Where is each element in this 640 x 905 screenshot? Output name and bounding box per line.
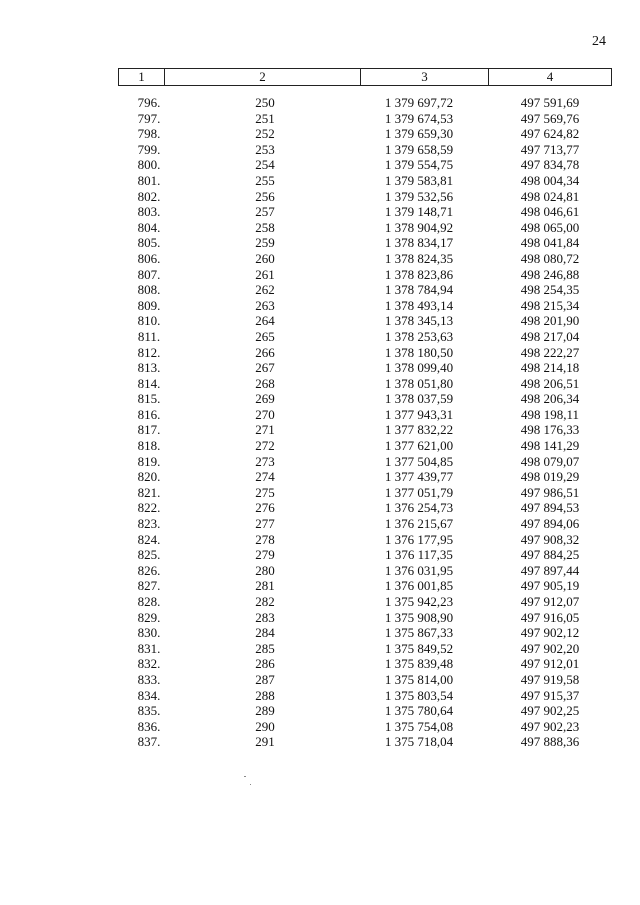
y-coordinate: 497 902,25 <box>520 703 580 719</box>
table-row <box>118 345 612 361</box>
row-number: 831. <box>137 640 161 656</box>
row-number: 798. <box>137 126 161 142</box>
x-coordinate: 1 376 031,95 <box>384 562 454 578</box>
point-number: 258 <box>255 219 275 235</box>
table-row <box>118 313 612 329</box>
table-row <box>118 594 612 610</box>
table-row <box>118 376 612 392</box>
y-coordinate: 497 902,23 <box>520 718 580 734</box>
row-number: 815. <box>137 391 161 407</box>
table-row <box>118 235 612 251</box>
table-row <box>118 204 612 220</box>
scan-speck <box>250 784 251 785</box>
x-coordinate: 1 378 051,80 <box>384 375 454 391</box>
y-coordinate: 497 919,58 <box>520 671 580 687</box>
y-coordinate: 497 916,05 <box>520 609 580 625</box>
table-row <box>118 532 612 548</box>
point-number: 282 <box>255 594 275 609</box>
x-coordinate: 1 375 780,64 <box>384 703 454 719</box>
point-number: 287 <box>255 671 275 687</box>
table-row <box>118 454 612 470</box>
x-coordinate: 1 378 904,92 <box>384 219 454 235</box>
y-coordinate: 498 198,11 <box>520 406 580 422</box>
x-coordinate: 1 375 867,33 <box>384 625 454 641</box>
x-coordinate: 1 379 554,75 <box>384 157 454 173</box>
table-row <box>118 157 612 173</box>
table-row <box>118 656 612 672</box>
point-number: 255 <box>255 172 275 188</box>
table-row <box>118 251 612 267</box>
y-coordinate: 498 024,81 <box>520 188 580 204</box>
y-coordinate: 497 591,69 <box>520 95 580 110</box>
row-number: 801. <box>137 172 161 188</box>
y-coordinate: 497 912,01 <box>520 656 580 672</box>
row-number: 796. <box>137 95 161 110</box>
x-coordinate: 1 376 254,73 <box>384 500 454 516</box>
point-number: 259 <box>255 235 275 251</box>
point-number: 278 <box>255 531 275 547</box>
y-coordinate: 497 902,20 <box>520 640 580 656</box>
row-number: 811. <box>137 328 161 344</box>
row-number: 816. <box>137 406 161 422</box>
point-number: 254 <box>255 157 275 173</box>
row-number: 826. <box>137 562 161 578</box>
point-number: 263 <box>255 297 275 313</box>
y-coordinate: 497 897,44 <box>520 562 580 578</box>
point-number: 283 <box>255 609 275 625</box>
x-coordinate: 1 379 659,30 <box>384 126 454 142</box>
y-coordinate: 497 569,76 <box>520 110 580 126</box>
row-number: 807. <box>137 266 161 282</box>
row-number: 837. <box>137 734 161 750</box>
row-number: 834. <box>137 687 161 703</box>
table-row <box>118 173 612 189</box>
table-row <box>118 298 612 314</box>
row-number: 828. <box>137 594 161 609</box>
y-coordinate: 497 624,82 <box>520 126 580 142</box>
x-coordinate: 1 377 621,00 <box>384 438 454 454</box>
table-row <box>118 360 612 376</box>
y-coordinate: 497 884,25 <box>520 547 580 563</box>
row-number: 800. <box>137 157 161 173</box>
x-coordinate: 1 375 718,04 <box>384 734 454 750</box>
x-coordinate: 1 375 814,00 <box>384 671 454 687</box>
x-coordinate: 1 377 504,85 <box>384 453 454 469</box>
row-number: 813. <box>137 360 161 376</box>
x-coordinate: 1 379 658,59 <box>384 141 454 157</box>
table-row <box>118 547 612 563</box>
table-row <box>118 267 612 283</box>
row-number: 821. <box>137 484 161 500</box>
x-coordinate: 1 378 834,17 <box>384 235 454 251</box>
table-row <box>118 500 612 516</box>
point-number: 269 <box>255 391 275 407</box>
table-row <box>118 95 612 111</box>
point-number: 250 <box>255 95 275 110</box>
y-coordinate: 497 908,32 <box>520 531 580 547</box>
x-coordinate: 1 376 117,35 <box>385 547 453 563</box>
row-number: 825. <box>137 547 161 563</box>
x-coordinate: 1 375 839,48 <box>384 656 454 672</box>
x-coordinate: 1 378 784,94 <box>384 282 454 298</box>
column-header-1: 1 <box>138 69 145 84</box>
x-coordinate: 1 375 908,90 <box>384 609 454 625</box>
y-coordinate: 498 065,00 <box>520 219 580 235</box>
table-row <box>118 641 612 657</box>
y-coordinate: 497 902,12 <box>520 625 580 641</box>
point-number: 264 <box>255 313 275 329</box>
x-coordinate: 1 378 345,13 <box>384 313 454 329</box>
y-coordinate: 498 246,88 <box>520 266 580 282</box>
x-coordinate: 1 377 832,22 <box>384 422 454 438</box>
x-coordinate: 1 375 849,52 <box>384 640 454 656</box>
y-coordinate: 498 004,34 <box>520 172 580 188</box>
table-row <box>118 220 612 236</box>
y-coordinate: 498 141,29 <box>520 438 580 454</box>
coordinate-table-body <box>118 95 612 750</box>
x-coordinate: 1 379 532,56 <box>384 188 454 204</box>
y-coordinate: 498 176,33 <box>520 422 580 438</box>
point-number: 267 <box>255 360 275 376</box>
x-coordinate: 1 378 099,40 <box>384 360 454 376</box>
row-number: 824. <box>137 531 161 547</box>
x-coordinate: 1 375 754,08 <box>384 718 454 734</box>
table-row <box>118 126 612 142</box>
point-number: 290 <box>255 718 275 734</box>
x-coordinate: 1 379 148,71 <box>384 204 454 220</box>
x-coordinate: 1 377 943,31 <box>384 406 454 422</box>
table-row <box>118 407 612 423</box>
x-coordinate: 1 376 215,67 <box>384 516 454 532</box>
point-number: 289 <box>255 703 275 719</box>
row-number: 829. <box>137 609 161 625</box>
table-row <box>118 688 612 704</box>
point-number: 276 <box>255 500 275 516</box>
row-number: 822. <box>137 500 161 516</box>
x-coordinate: 1 376 001,85 <box>384 578 454 594</box>
y-coordinate: 498 206,34 <box>520 391 580 407</box>
row-number: 803. <box>137 204 161 220</box>
table-row <box>118 142 612 158</box>
table-row <box>118 189 612 205</box>
y-coordinate: 497 912,07 <box>520 594 580 609</box>
row-number: 810. <box>137 313 161 329</box>
table-row <box>118 734 612 750</box>
x-coordinate: 1 375 942,23 <box>384 594 454 609</box>
table-row <box>118 625 612 641</box>
row-number: 808. <box>137 282 161 298</box>
row-number: 827. <box>137 578 161 594</box>
x-coordinate: 1 379 697,72 <box>384 95 454 110</box>
column-header-2: 2 <box>164 69 360 85</box>
x-coordinate: 1 378 493,14 <box>384 297 454 313</box>
x-coordinate: 1 378 180,50 <box>384 344 454 360</box>
y-coordinate: 497 905,19 <box>520 578 580 594</box>
point-number: 262 <box>255 282 275 298</box>
y-coordinate: 498 215,34 <box>520 297 580 313</box>
row-number: 797. <box>137 110 161 126</box>
y-coordinate: 498 201,90 <box>520 313 580 329</box>
y-coordinate: 498 206,51 <box>520 375 580 391</box>
point-number: 285 <box>255 640 275 656</box>
row-number: 799. <box>137 141 161 157</box>
y-coordinate: 498 079,07 <box>520 453 580 469</box>
row-number: 835. <box>137 703 161 719</box>
x-coordinate: 1 378 823,86 <box>384 266 454 282</box>
row-number: 833. <box>137 671 161 687</box>
y-coordinate: 498 254,35 <box>520 282 580 298</box>
point-number: 251 <box>255 110 275 126</box>
point-number: 266 <box>255 344 275 360</box>
point-number: 270 <box>255 406 275 422</box>
row-number: 814. <box>137 375 161 391</box>
row-number: 819. <box>137 453 161 469</box>
point-number: 279 <box>255 547 275 563</box>
table-row <box>118 282 612 298</box>
point-number: 268 <box>255 375 275 391</box>
table-row <box>118 111 612 127</box>
x-coordinate: 1 377 439,77 <box>384 469 454 485</box>
point-number: 284 <box>255 625 275 641</box>
y-coordinate: 498 214,18 <box>520 360 580 376</box>
page-number: 24 <box>592 34 606 49</box>
point-number: 261 <box>255 266 275 282</box>
row-number: 823. <box>137 516 161 532</box>
row-number: 802. <box>137 188 161 204</box>
y-coordinate: 497 894,06 <box>520 516 580 532</box>
x-coordinate: 1 379 674,53 <box>384 110 454 126</box>
point-number: 280 <box>255 562 275 578</box>
point-number: 260 <box>255 250 275 266</box>
row-number: 818. <box>137 438 161 454</box>
row-number: 812. <box>137 344 161 360</box>
y-coordinate: 498 222,27 <box>520 344 580 360</box>
table-row <box>118 703 612 719</box>
point-number: 252 <box>255 126 275 142</box>
row-number: 805. <box>137 235 161 251</box>
table-row <box>118 329 612 345</box>
table-row <box>118 422 612 438</box>
table-row <box>118 438 612 454</box>
row-number: 817. <box>137 422 161 438</box>
point-number: 281 <box>255 578 275 594</box>
row-number: 820. <box>137 469 161 485</box>
x-coordinate: 1 375 803,54 <box>384 687 454 703</box>
table-row <box>118 672 612 688</box>
point-number: 288 <box>255 687 275 703</box>
point-number: 265 <box>255 328 275 344</box>
point-number: 274 <box>255 469 275 485</box>
row-number: 806. <box>137 250 161 266</box>
x-coordinate: 1 379 583,81 <box>384 172 454 188</box>
table-row <box>118 719 612 735</box>
column-header-3: 3 <box>360 69 488 85</box>
point-number: 257 <box>255 204 275 220</box>
point-number: 291 <box>255 734 275 750</box>
point-number: 286 <box>255 656 275 672</box>
y-coordinate: 498 046,61 <box>520 204 580 220</box>
row-number: 809. <box>137 297 161 313</box>
table-row <box>118 391 612 407</box>
point-number: 272 <box>255 438 275 454</box>
y-coordinate: 497 915,37 <box>520 687 580 703</box>
y-coordinate: 498 217,04 <box>520 328 580 344</box>
scan-speck <box>244 776 246 777</box>
x-coordinate: 1 378 253,63 <box>384 328 454 344</box>
row-number: 836. <box>137 718 161 734</box>
x-coordinate: 1 376 177,95 <box>384 531 454 547</box>
point-number: 273 <box>255 453 275 469</box>
point-number: 277 <box>255 516 275 532</box>
table-row <box>118 469 612 485</box>
x-coordinate: 1 378 824,35 <box>384 250 454 266</box>
table-row <box>118 578 612 594</box>
table-row <box>118 485 612 501</box>
y-coordinate: 497 986,51 <box>520 484 580 500</box>
y-coordinate: 497 713,77 <box>520 141 580 157</box>
column-header-4: 4 <box>488 69 611 85</box>
y-coordinate: 497 888,36 <box>520 734 580 750</box>
y-coordinate: 497 834,78 <box>520 157 580 173</box>
x-coordinate: 1 378 037,59 <box>384 391 454 407</box>
y-coordinate: 497 894,53 <box>520 500 580 516</box>
y-coordinate: 498 019,29 <box>520 469 580 485</box>
table-row <box>118 610 612 626</box>
y-coordinate: 498 041,84 <box>520 235 580 251</box>
x-coordinate: 1 377 051,79 <box>384 484 454 500</box>
row-number: 804. <box>137 219 161 235</box>
table-row <box>118 563 612 579</box>
y-coordinate: 498 080,72 <box>520 250 580 266</box>
point-number: 253 <box>255 141 275 157</box>
row-number: 832. <box>137 656 161 672</box>
row-number: 830. <box>137 625 161 641</box>
point-number: 256 <box>255 188 275 204</box>
table-header <box>118 68 612 86</box>
table-row <box>118 516 612 532</box>
point-number: 275 <box>255 484 275 500</box>
point-number: 271 <box>255 422 275 438</box>
